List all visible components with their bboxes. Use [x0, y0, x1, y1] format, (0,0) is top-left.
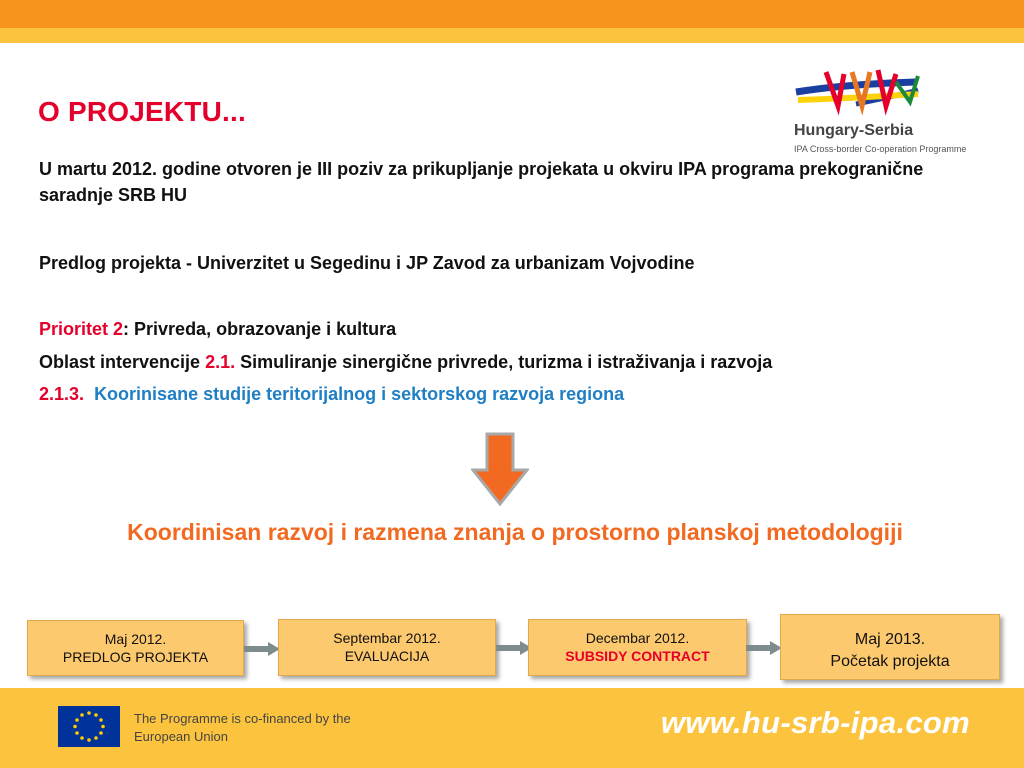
step-1-label: PREDLOG PROJEKTA [62, 649, 209, 665]
timeline-step-4 [780, 614, 1000, 680]
measure-number: 2.1.3. [39, 384, 85, 404]
eu-cofinance-text [134, 710, 351, 746]
timeline-step-1 [27, 620, 244, 676]
intervention-label: Oblast intervencije [39, 352, 206, 372]
top-yellow-stripe [0, 28, 1024, 43]
down-arrow-icon [471, 432, 529, 506]
eu-flag-icon [58, 706, 120, 747]
connector-arrow-icon [496, 641, 532, 655]
result-heading: Koordinisan razvoj i razmena znanja o prostorno planskoj metodologiji [127, 519, 903, 545]
programme-logo-icon [786, 62, 966, 120]
eu-text-line-1: The Programme is co-financed by the [134, 711, 351, 726]
logo-subtitle: IPA Cross-border Co-operation Programme [794, 144, 967, 154]
logo-name: Hungary-Serbia [794, 122, 914, 139]
hungary-serbia-logo [786, 62, 966, 160]
priority-label: Prioritet 2 [39, 319, 124, 339]
step-4-label: Početak projekta [830, 653, 950, 670]
connector-arrow-icon [746, 641, 782, 655]
website-link[interactable]: www.hu-srb-ipa.com [660, 705, 970, 740]
timeline-step-3 [528, 619, 747, 676]
eu-text-line-2: European Union [134, 729, 228, 744]
measure-line [39, 381, 624, 407]
priority-text: : Privreda, obrazovanje i kultura [123, 319, 397, 339]
step-2-label: EVALUACIJA [344, 648, 430, 664]
measure-text: Koorinisane studije teritorijalnog i sektorskog razvoja regiona [94, 384, 625, 404]
step-2-date: Septembar 2012. [333, 630, 441, 646]
step-4-date: Maj 2013. [854, 631, 926, 648]
paragraph-call: U martu 2012. godine otvoren je III poziv za prikupljanje projekata u okviru IPA programa prekogranične saradnje SRB HU [39, 159, 924, 205]
top-orange-bar [0, 0, 1024, 28]
intervention-line [39, 349, 772, 375]
priority-line [39, 316, 396, 342]
timeline-step-2 [278, 619, 496, 676]
connector-arrow-icon [244, 642, 280, 656]
paragraph-proposal: Predlog projekta - Univerzitet u Segedinu i JP Zavod za urbanizam Vojvodine [39, 253, 695, 273]
step-3-date: Decembar 2012. [585, 630, 690, 646]
intervention-number: 2.1. [205, 352, 236, 372]
page-title: O PROJEKTU... [38, 96, 246, 127]
intervention-text: Simuliranje sinergične privrede, turizma i istraživanja i razvoja [235, 352, 773, 372]
step-1-date: Maj 2012. [104, 631, 167, 647]
step-3-label: SUBSIDY CONTRACT [565, 648, 710, 664]
